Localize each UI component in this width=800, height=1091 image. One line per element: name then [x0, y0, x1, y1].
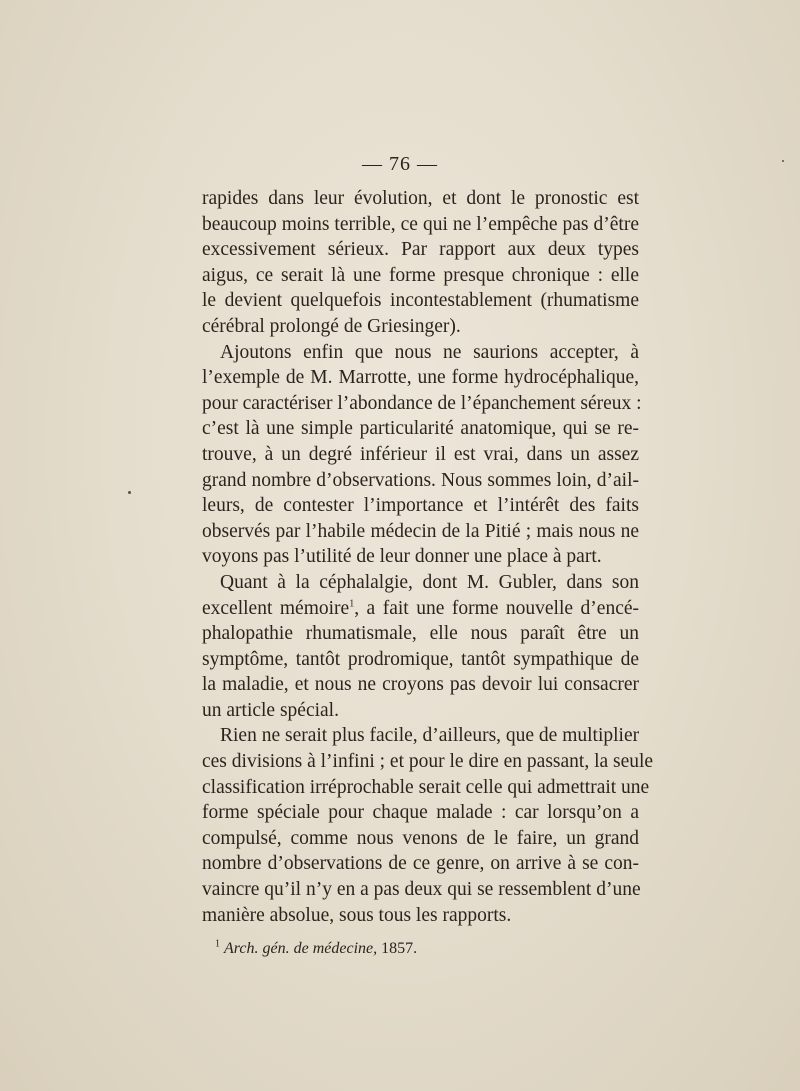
text-line: ces divisions à l’infini ; et pour le dire en passant, la seule: [202, 751, 654, 773]
footnote-marker: 1: [215, 938, 220, 950]
text-line: trouve, à un degré inférieur il est vrai, dans un assez: [202, 443, 639, 465]
text-line: un article spécial.: [202, 699, 339, 721]
text-line: voyons pas l’utilité de leur donner une place à part.: [202, 546, 602, 568]
text-line: nombre d’observations de ce genre, on arrive à se con-: [202, 853, 639, 875]
text-line: excellent mémoire$^1$, a fait une forme nouvelle d’encé-: [202, 597, 640, 619]
text-line: vaincre qu’il n’y en a pas deux qui se ressemblent d’une: [202, 879, 641, 901]
paper-speck: [128, 491, 131, 494]
page-number: — 76 —: [362, 153, 438, 175]
footnote: [215, 940, 417, 958]
footnote-year: 1857.: [381, 940, 418, 957]
text-line: grand nombre d’observations. Nous sommes loin, d’ail-: [202, 469, 639, 491]
text-line: rapides dans leur évolution, et dont le pronostic est: [202, 188, 639, 209]
text-line: pour caractériser l’abondance de l’épanchement séreux :: [202, 392, 642, 414]
text-line: compulsé, comme nous venons de le faire, un grand: [202, 827, 639, 849]
footnote-reference: 1: [349, 598, 355, 609]
text-line: manière absolue, sous tous les rapports.: [202, 904, 512, 926]
text-line: symptôme, tantôt prodromique, tantôt sympathique de: [202, 648, 639, 670]
text-line: Quant à la céphalalgie, dont M. Gubler, dans son: [220, 571, 639, 593]
footnote-source: Arch. gén. de médecine,: [224, 940, 378, 957]
text-line: leurs, de contester l’importance et l’intérêt des faits: [202, 495, 639, 517]
text-line: excessivement sérieux. Par rapport aux deux types: [202, 239, 639, 261]
text-line: Rien ne serait plus facile, d’ailleurs, que de multiplier: [220, 725, 640, 747]
text-line: le devient quelquefois incontestablement (rhumatisme: [202, 290, 639, 312]
text-line: observés par l’habile médecin de la Pitié ; mais nous ne: [202, 520, 639, 542]
text-line: Ajoutons enfin que nous ne saurions accepter, à: [220, 341, 639, 363]
text-line: phalopathie rhumatismale, elle nous paraît être un: [202, 623, 639, 645]
text-line: c’est là une simple particularité anatomique, qui se re-: [202, 418, 639, 440]
paper-speck: [782, 160, 784, 162]
text-line: l’exemple de M. Marrotte, une forme hydrocéphalique,: [202, 367, 639, 389]
text-line: la maladie, et nous ne croyons pas devoir lui consacrer: [202, 674, 639, 696]
body-text: [202, 186, 654, 928]
text-line: cérébral prolongé de Griesinger).: [202, 315, 461, 337]
text-line: classification irréprochable serait celle qui admettrait une: [202, 776, 650, 798]
text-line: aigus, ce serait là une forme presque chronique : elle: [202, 264, 639, 286]
text-line: beaucoup moins terrible, ce qui ne l’empêche pas d’être: [202, 213, 639, 235]
text-line: forme spéciale pour chaque malade : car lorsqu’on a: [202, 802, 639, 824]
